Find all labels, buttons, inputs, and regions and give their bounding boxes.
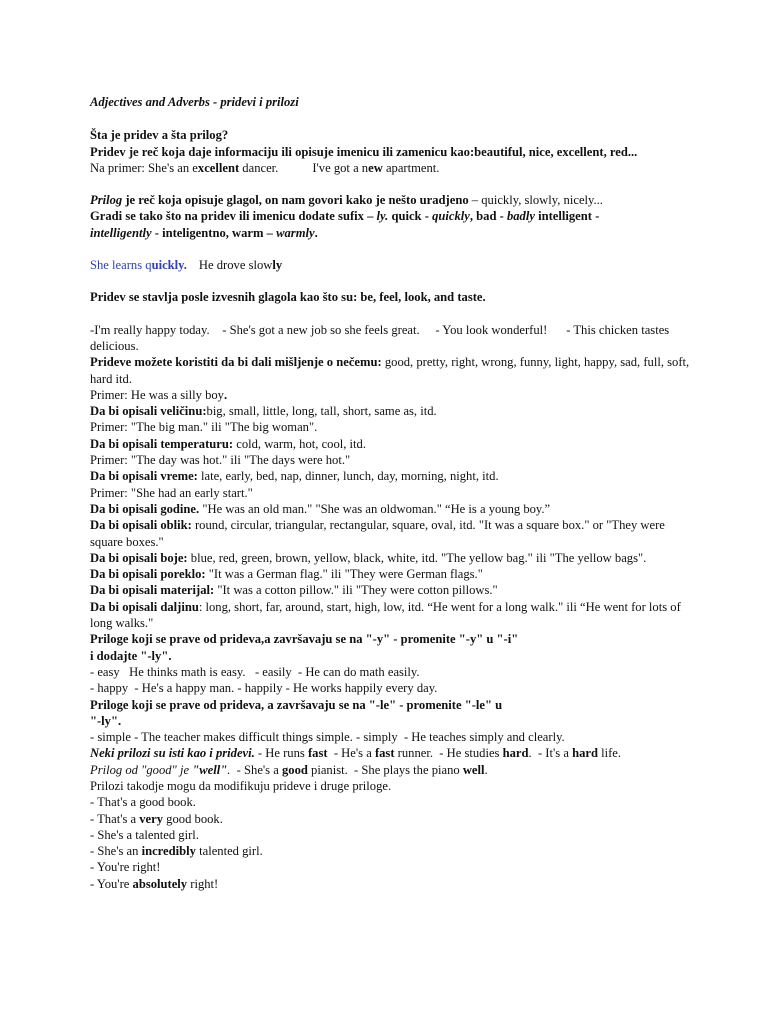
temp-example: Primer: "The day was hot." ili "The days were hot." bbox=[90, 453, 351, 468]
adverb-examples: She learns quickly. He drove slowly bbox=[90, 258, 283, 273]
rule-le-cont: "-ly". bbox=[90, 713, 122, 728]
good-well-line: Prilog od "good" je "well". - She's a good pianist. - She plays the piano well. bbox=[90, 762, 488, 777]
opinion-example: Primer: He was a silly boy. bbox=[90, 387, 228, 402]
intro-question: Šta je pridev a šta prilog? bbox=[90, 128, 229, 143]
document-page bbox=[90, 94, 690, 892]
color-line: Da bi opisali boje: blue, red, green, brown, yellow, black, white, itd. "The yellow bag." ili "The yellow bags". bbox=[90, 550, 647, 565]
modify-example-2: - That's a very good book. bbox=[90, 811, 223, 826]
modify-example-4: - She's an incredibly talented girl. bbox=[90, 844, 263, 859]
verb-examples: -I'm really happy today. - She's got a new job so she feels great. - You look wonderful! - This chicken tastes delicious. bbox=[90, 322, 673, 353]
document-title: Adjectives and Adverbs - pridevi i prilozi bbox=[90, 95, 299, 109]
origin-line: Da bi opisali poreklo: "It was a German flag." ili "They were German flags." bbox=[90, 567, 483, 582]
y-example-easy: - easy He thinks math is easy. - easily - He can do math easily. bbox=[90, 664, 420, 679]
shape-line: Da bi opisali oblik: round, circular, triangular, rectangular, square, oval, itd. "It was a square box." or "They were square boxes." bbox=[90, 518, 665, 549]
rule-le: Priloge koji se prave od prideva, a završavaju se na "-le" - promenite "-le" u bbox=[90, 697, 503, 712]
modify-example-5: - You're right! bbox=[90, 860, 161, 875]
time-line: Da bi opisali vreme: late, early, bed, nap, dinner, lunch, day, morning, night, itd. bbox=[90, 469, 499, 484]
pridev-example: Na primer: She's an excellent dancer. I've got a new apartment. bbox=[90, 160, 440, 175]
modify-example-1: - That's a good book. bbox=[90, 795, 196, 810]
distance-line: Da bi opisali daljinu: long, short, far, around, start, high, low, itd. “He went for a long walk." ili “He went for lots of long walks." bbox=[90, 599, 681, 631]
pridev-definition: Pridev je reč koja daje informaciju ili opisuje imenicu ili zamenicu kao:beautiful, nice, excellent, red... bbox=[90, 144, 638, 159]
modify-example-6: - You're absolutely right! bbox=[90, 876, 219, 891]
age-line: Da bi opisali godine. "He was an old man." "She was an oldwoman." “He is a young boy.” bbox=[90, 501, 551, 516]
prilog-definition: Prilog je reč koja opisuje glagol, on nam govori kako je nešto uradjeno – quickly, slowly, nicely... bbox=[90, 193, 603, 208]
rule-y: Priloge koji se prave od prideva,a završavaju se na "-y" - promenite "-y" u "-i" bbox=[90, 632, 519, 647]
rule-y-cont: i dodajte "-ly". bbox=[90, 648, 172, 663]
size-line: Da bi opisali veličinu:big, small, little, long, tall, short, same as, itd. bbox=[90, 404, 437, 419]
rule-verbs: Pridev se stavlja posle izvesnih glagola kao što su: be, feel, look, and taste. bbox=[90, 290, 486, 305]
material-line: Da bi opisali materijal: "It was a cotton pillow." ili "They were cotton pillows." bbox=[90, 583, 498, 598]
modify-line: Prilozi takodje mogu da modifikuju prideve i druge priloge. bbox=[90, 778, 392, 793]
le-example: - simple - The teacher makes difficult things simple. - simply - He teaches simply and clearly. bbox=[90, 730, 565, 745]
prilog-suffix-rule-cont: intelligently - inteligentno, warm – warmly. bbox=[90, 225, 318, 240]
size-example: Primer: "The big man." ili "The big woman". bbox=[90, 420, 318, 435]
time-example: Primer: "She had an early start." bbox=[90, 485, 253, 500]
opinion-line: Prideve možete koristiti da bi dali mišljenje o nečemu: good, pretty, right, wrong, funny, light, happy, sad, full, soft, hard itd. bbox=[90, 355, 690, 386]
temp-line: Da bi opisali temperaturu: cold, warm, hot, cool, itd. bbox=[90, 436, 366, 451]
modify-example-3: - She's a talented girl. bbox=[90, 827, 199, 842]
y-example-happy: - happy - He's a happy man. - happily - He works happily every day. bbox=[90, 681, 438, 696]
prilog-suffix-rule: Gradi se tako što na pridev ili imenicu dodate sufix – ly. quick - quickly, bad - badly intelligent - bbox=[90, 209, 600, 224]
same-adverbs-line: Neki prilozi su isti kao i pridevi. - He runs fast - He's a fast runner. - He studies hard. - It's a hard life. bbox=[90, 746, 622, 761]
